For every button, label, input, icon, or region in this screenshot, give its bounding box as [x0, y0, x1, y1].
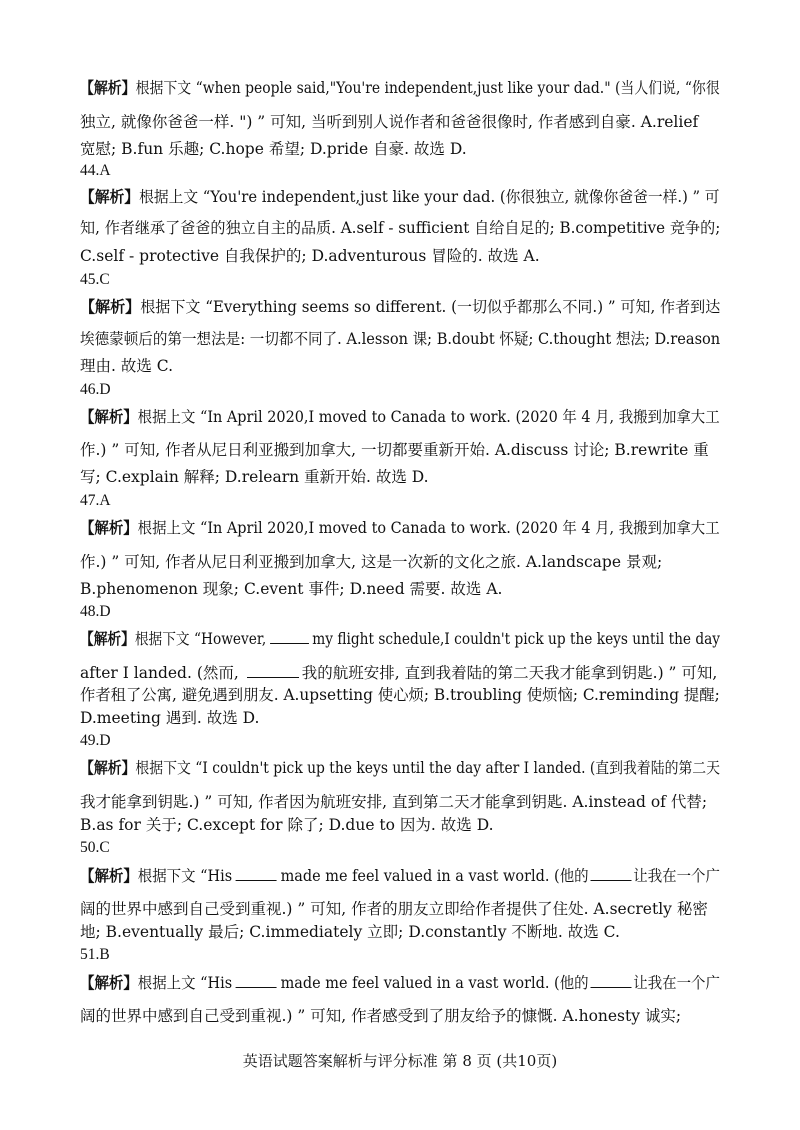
explanation-45-line-1: 【解析】根据下文 “Everything seems so different. (一切似乎都那么不同.) ” 可知, 作者到达 [80, 297, 721, 316]
blank-line [247, 663, 299, 678]
blank-line [236, 866, 277, 881]
explanation-tag: 【解析】 [80, 518, 138, 537]
explanation-tag: 【解析】 [80, 407, 138, 426]
explanation-49-line-2: 我才能拿到钥匙.) ” 可知, 作者因为航班安排, 直到第二天才能拿到钥匙. A.instead of 代替; [80, 793, 708, 811]
explanation-50-line-2: 阔的世界中感到自己受到重视.) ” 可知, 作者的朋友立即给作者提供了住处. A.secretly 秘密 [80, 900, 708, 918]
explanation-43-line-3: 宽慰; B.fun 乐趣; C.hope 希望; D.pride 自豪. 故选 D. [80, 140, 467, 158]
answer-45: 45.C [80, 271, 110, 288]
explanation-46-line-2: 作.) ” 可知, 作者从尼日利亚搬到加拿大, 一切都要重新开始. A.discuss 讨论; B.rewrite 重 [80, 441, 709, 459]
explanation-44-line-1: 【解析】根据上文 “You're independent,just like your dad. (你很独立, 就像你爸爸一样.) ” 可 [80, 187, 720, 206]
explanation-45-line-2: 埃德蒙顿后的第一想法是: 一切都不同了. A.lesson 课; B.doubt 怀疑; C.thought 想法; D.reason [80, 330, 721, 348]
blank-line [590, 973, 631, 988]
explanation-49-line-3: B.as for 关于; C.except for 除了; D.due to 因为. 故选 D. [80, 816, 494, 834]
explanation-tag: 【解析】 [80, 297, 141, 316]
explanation-tag: 【解析】 [80, 866, 138, 885]
page-footer: 英语试题答案解析与评分标准 第 8 页 (共10页) [242, 1052, 558, 1070]
answer-46: 46.D [80, 381, 111, 398]
answer-50: 50.C [80, 839, 110, 856]
explanation-43-line-1: 【解析】根据下文 “when people said,"You're independent,just like your dad." (当人们说, “你很 [80, 78, 720, 97]
answer-51: 51.B [80, 946, 110, 963]
explanation-47-line-2: 作.) ” 可知, 作者从尼日利亚搬到加拿大, 这是一次新的文化之旅. A.landscape 景观; [80, 553, 663, 571]
explanation-48-line-1: 【解析】根据下文 “However, my flight schedule,I couldn't pick up the keys until the day [80, 629, 721, 648]
blank-line [236, 973, 277, 988]
explanation-50-line-1: 【解析】根据下文 “His made me feel valued in a vast world. (他的 让我在一个广 [80, 866, 720, 885]
explanation-tag: 【解析】 [80, 78, 136, 97]
answer-48: 48.D [80, 603, 111, 620]
blank-line [590, 866, 631, 881]
explanation-51-line-1: 【解析】根据上文 “His made me feel valued in a vast world. (他的 让我在一个广 [80, 973, 720, 992]
explanation-43-line-2: 独立, 就像你爸爸一样. ") ” 可知, 当听到别人说作者和爸爸很像时, 作者感到自豪. A.relief [80, 113, 699, 131]
explanation-51-line-2: 阔的世界中感到自己受到重视.) ” 可知, 作者感受到了朋友给予的慷慨. A.honesty 诚实; [80, 1007, 682, 1025]
explanation-48-line-4: D.meeting 遇到. 故选 D. [80, 709, 260, 727]
explanation-45-line-3: 理由. 故选 C. [80, 357, 174, 375]
explanation-47-line-3: B.phenomenon 现象; C.event 事件; D.need 需要. 故选 A. [80, 580, 503, 598]
explanation-tag: 【解析】 [80, 758, 136, 777]
explanation-44-line-3: C.self - protective 自我保护的; D.adventurous 冒险的. 故选 A. [80, 247, 540, 265]
explanation-48-line-2: after I landed. (然而, 我的航班安排, 直到我着陆的第二天我才能拿到钥匙.) ” 可知, [80, 664, 718, 682]
explanation-44-line-2: 知, 作者继承了爸爸的独立自主的品质. A.self - sufficient 自给自足的; B.competitive 竞争的; [80, 219, 721, 237]
answer-49: 49.D [80, 732, 111, 749]
explanation-46-line-3: 写; C.explain 解释; D.relearn 重新开始. 故选 D. [80, 468, 429, 486]
answer-47: 47.A [80, 492, 111, 509]
explanation-tag: 【解析】 [80, 629, 135, 648]
explanation-tag: 【解析】 [80, 973, 138, 992]
blank-line [270, 629, 309, 644]
answer-44: 44.A [80, 162, 111, 179]
explanation-47-line-1: 【解析】根据上文 “In April 2020,I moved to Canada to work. (2020 年 4 月, 我搬到加拿大工 [80, 518, 720, 537]
explanation-48-line-3: 作者租了公寓, 避免遇到朋友. A.upsetting 使心烦; B.troubling 使烦恼; C.reminding 提醒; [80, 686, 720, 704]
explanation-50-line-3: 地; B.eventually 最后; C.immediately 立即; D.constantly 不断地. 故选 C. [80, 923, 620, 941]
explanation-49-line-1: 【解析】根据下文 “I couldn't pick up the keys until the day after I landed. (直到我着陆的第二天 [80, 758, 721, 777]
explanation-46-line-1: 【解析】根据上文 “In April 2020,I moved to Canada to work. (2020 年 4 月, 我搬到加拿大工 [80, 407, 720, 426]
explanation-tag: 【解析】 [80, 187, 140, 206]
